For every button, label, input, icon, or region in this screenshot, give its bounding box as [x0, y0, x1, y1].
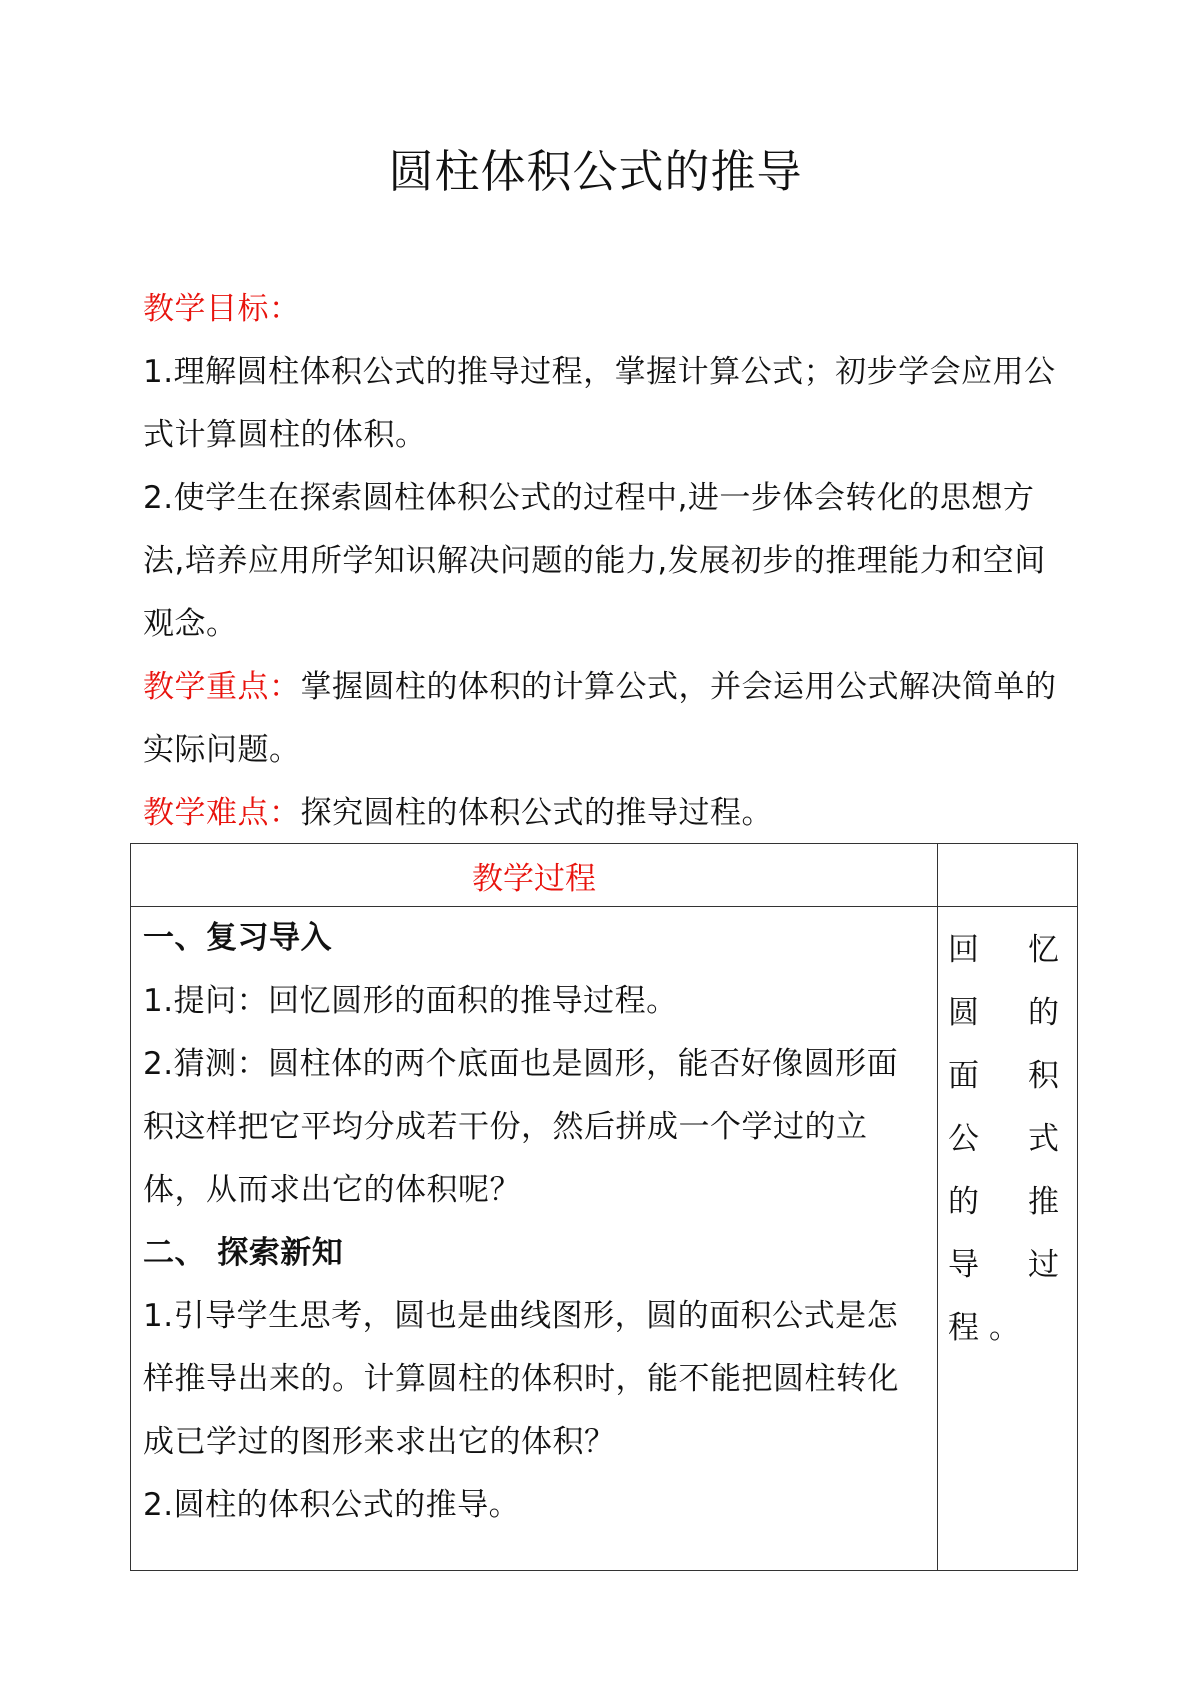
objectives-label-line	[143, 278, 1068, 341]
section-2-title: 二、 探索新知	[143, 1235, 344, 1271]
process-note-cell	[938, 907, 1078, 1571]
process-content-cell	[131, 907, 938, 1571]
key-point-label: 教学重点：	[143, 669, 301, 705]
section-1-title: 一、复习导入	[143, 920, 332, 956]
key-point-paragraph	[143, 656, 1068, 782]
table-body-row	[131, 907, 1078, 1571]
difficulty-text: 探究圆柱的体积公式的推导过程。	[300, 795, 773, 831]
objective-item-1: 1.理解圆柱体积公式的推导过程，掌握计算公式；初步学会应用公式计算圆柱的体积。	[143, 354, 1056, 453]
section-2-item-1: 1.引导学生思考，圆也是曲线图形，圆的面积公式是怎样推导出来的。计算圆柱的体积时，能不能把圆柱转化成已学过的图形来求出它的体积？	[143, 1298, 899, 1460]
table-header-row	[131, 844, 1078, 907]
section-2-item-2: 2.圆柱的体积公式的推导。	[143, 1487, 521, 1523]
side-note: 回忆圆的面积公式的推导过程。	[948, 932, 1069, 1346]
key-point-text: 掌握圆柱的体积的计算公式，并会运用公式解决简单的实际问题。	[143, 669, 1057, 768]
objectives-label: 教学目标：	[143, 291, 301, 327]
section-1-item-2: 2.猜测：圆柱体的两个底面也是圆形，能否好像圆形面积这样把它平均分成若干份，然后拼成一个学过的立体，从而求出它的体积呢？	[143, 1046, 899, 1208]
difficulty-label: 教学难点：	[143, 795, 301, 831]
objective-item-2: 2.使学生在探索圆柱体积公式的过程中,进一步体会转化的思想方法,培养应用所学知识解决问题的能力,发展初步的推理能力和空间观念。	[143, 480, 1046, 642]
teaching-process-table	[130, 843, 1078, 1571]
document-title: 圆柱体积公式的推导	[388, 145, 803, 198]
difficulty-paragraph	[143, 782, 1068, 845]
section-1-item-1: 1.提问：回忆圆形的面积的推导过程。	[143, 983, 678, 1019]
table-header-side-cell	[938, 844, 1078, 907]
table-header-cell	[131, 844, 938, 907]
table-header-label: 教学过程	[472, 860, 597, 897]
